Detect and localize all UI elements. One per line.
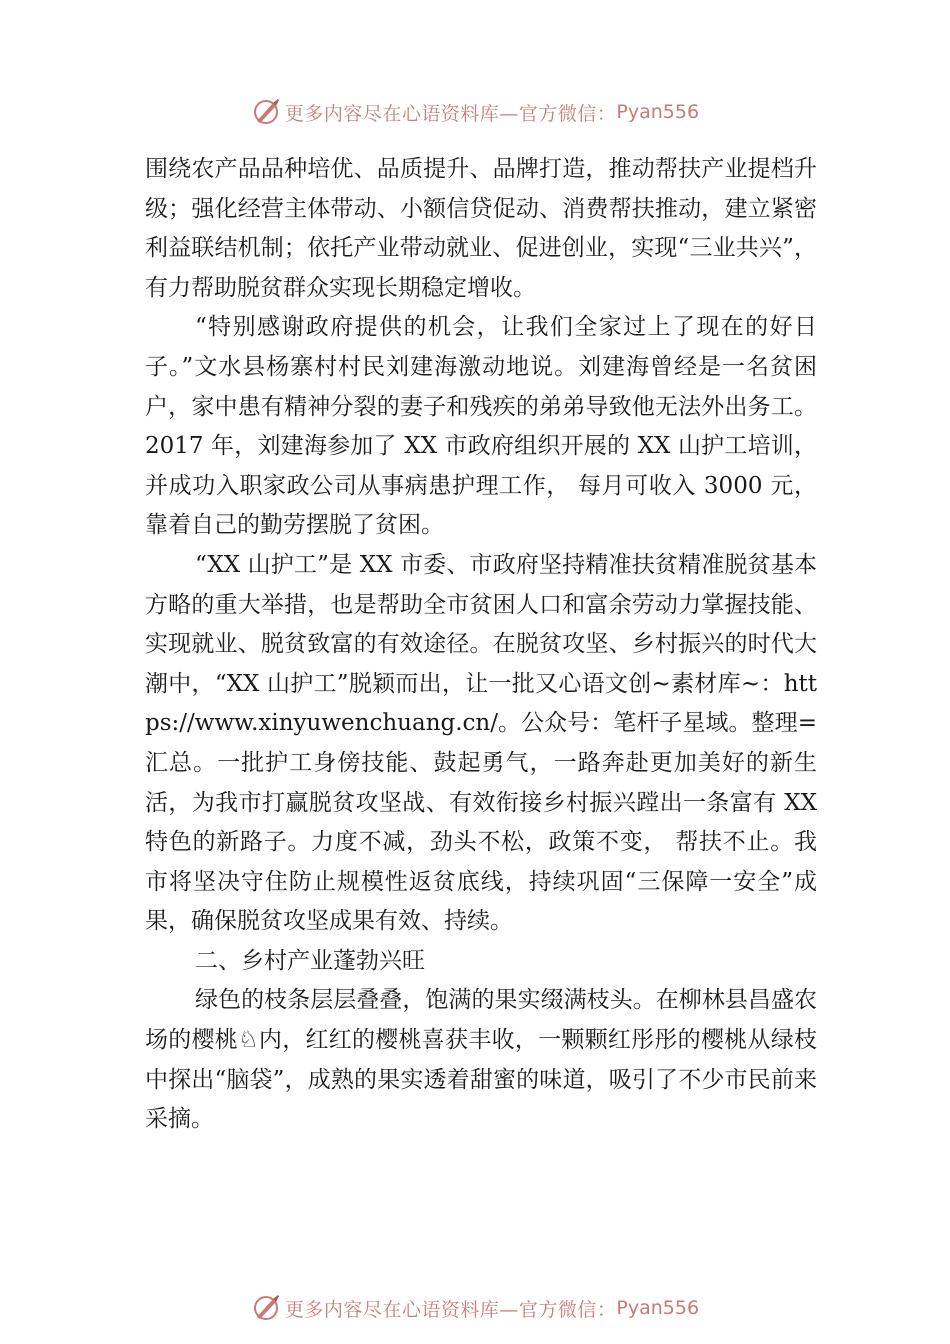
quill-logo-icon [251,1293,281,1323]
paragraph: 绿色的枝条层层叠叠，饱满的果实缀满枝头。在柳林县昌盛农场的樱桃♘内，红红的樱桃喜获丰收，一颗颗红彤彤的樱桃从绿枝中探出“脑袋”，成熟的果实透着甜蜜的味道，吸引了不少市民前来采摘。 [145,987,817,1133]
paragraph: “XX 山护工”是 XX 市委、市政府坚持精准扶贫精准脱贫基本方略的重大举措，也是帮助全市贫困人口和富余劳动力掌握技能、实现就业、脱贫致富的有效途径。在脱贫攻坚、乡村振兴的时代大潮中，“XX 山护工”脱颖而出，让一批又心语文创~素材库~：https://www.xinyuwenchuang.cn/。公众号：笔杆子星域。整理=汇总。一批护工身傍技能、鼓起勇气，一路奔赴更加美好的新生活，为我市打赢脱贫攻坚战、有效衔接乡村振兴蹚出一条富有 XX 特色的新路子。力度不减，劲头不松，政策不变， 帮扶不止。我市将坚决守住防止规模性返贫底线，持续巩固“三保障一安全”成果，确保脱贫攻坚成果有效、持续。 [145,551,817,935]
quill-logo-icon [251,97,281,127]
paragraph: 围绕农产品品种培优、品质提升、品牌打造，推动帮扶产业提档升级；强化经营主体带动、小额信贷促动、消费帮扶推动，建立紧密利益联结机制；依托产业带动就业、促进创业，实现“三业共兴”，有力帮助脱贫群众实现长期稳定增收。 [145,156,817,301]
document-body [145,150,817,1140]
footer-watermark-banner [0,1288,950,1328]
banner-lead-text: 更多内容尽在心语资料库—官方微信： [284,1298,617,1321]
banner-wechat-id: Pyan556 [616,101,700,123]
header-watermark-banner [0,92,950,132]
banner-lead-text: 更多内容尽在心语资料库—官方微信： [284,102,617,125]
banner-wechat-id: Pyan556 [616,1297,700,1319]
section-heading: 二、乡村产业蓬勃兴旺 [195,947,425,974]
paragraph: “特别感谢政府提供的机会，让我们全家过上了现在的好日子。”文水县杨寨村村民刘建海激动地说。刘建海曾经是一名贫困户，家中患有精神分裂的妻子和残疾的弟弟导致他无法外出务工。2017 年，刘建海参加了 XX 市政府组织开展的 XX 山护工培训，并成功入职家政公司从事病患护理工作， 每月可收入 3000 元，靠着自己的勤劳摆脱了贫困。 [145,314,817,539]
